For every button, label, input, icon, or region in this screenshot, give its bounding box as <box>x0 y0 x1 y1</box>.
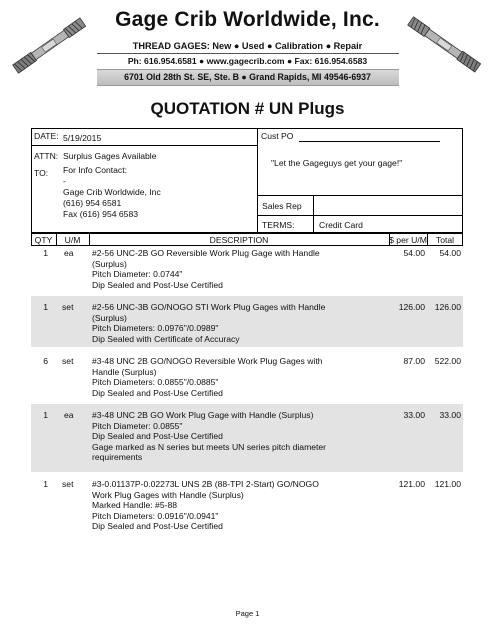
row-1-qty: 1 <box>43 248 48 258</box>
contact-name: Gage Crib Worldwide, Inc <box>63 187 161 197</box>
row-5-description <box>92 479 319 532</box>
terms-divider <box>257 215 463 216</box>
description-line: Pitch Diameter: 0.0855" <box>92 420 183 431</box>
row-1-description <box>92 248 320 290</box>
row-4-price: 33.00 <box>403 410 425 420</box>
attn-value: Surplus Gages Available <box>63 151 157 161</box>
description-line: Handle (Surplus) <box>92 366 157 377</box>
sales-rep-separator <box>313 195 314 233</box>
contact-line: Ph: 616.954.6581 ● www.gagecrib.com ● Fax: 616.954.6583 <box>127 56 368 66</box>
description-line: #2-56 UNC-3B GO/NOGO STI Work Plug Gages with Handle <box>92 302 326 312</box>
quotation-title: QUOTATION # UN Plugs <box>150 99 345 118</box>
row-5-total: 121.00 <box>434 479 461 489</box>
total-header: Total <box>435 235 455 245</box>
header-rule <box>97 53 399 54</box>
um-header: U/M <box>64 235 81 245</box>
order-info-box <box>257 128 463 233</box>
row-1-price: 54.00 <box>403 248 425 258</box>
description-line: Pitch Diameters: 0.0855"/0.0885" <box>92 377 219 387</box>
dash: - <box>63 176 66 186</box>
sales-rep-divider <box>257 195 463 196</box>
cust-po-underline <box>299 141 440 142</box>
description-line: Work Plug Gages with Handle (Surplus) <box>92 489 244 500</box>
row-4-um: ea <box>64 410 74 420</box>
row-3-total: 522.00 <box>434 356 461 366</box>
page-number: Page 1 <box>235 609 260 618</box>
row-4-total: 33.00 <box>439 410 461 420</box>
attn-label: ATTN: <box>34 151 59 161</box>
address-line: 6701 Old 28th St. SE, Ste. B ● Grand Rapids, MI 49546-6937 <box>124 72 371 82</box>
for-info-label: For Info Contact: <box>63 165 128 175</box>
description-line: Dip Sealed and Post-Use Certified <box>92 431 223 441</box>
row-3-description <box>92 356 323 398</box>
description-line: Pitch Diameters: 0.0976"/0.0989" <box>92 323 219 333</box>
row-2-qty: 1 <box>43 302 48 312</box>
row-4-description <box>92 410 326 463</box>
row-4-qty: 1 <box>43 410 48 420</box>
description-line: Pitch Diameter: 0.0744" <box>92 269 183 279</box>
row-2-total: 126.00 <box>434 302 461 312</box>
description-line: Pitch Diameters: 0.0916"/0.0941" <box>92 510 219 521</box>
description-line: #2-56 UNC-2B GO Reversible Work Plug Gage with Handle <box>92 248 320 258</box>
description-line: #3-48 UNC 2B GO Work Plug Gage with Handle (Surplus) <box>92 410 314 420</box>
date-label: DATE: <box>34 131 59 141</box>
description-line: Marked Handle: #5-88 <box>92 500 178 510</box>
row-1-total: 54.00 <box>439 248 461 258</box>
description-line: (Surplus) <box>92 258 127 269</box>
price-header: $ per U/M <box>389 235 427 245</box>
description-line: #3-48 UNC 2B GO/NOGO Reversible Work Plug Gages with <box>92 356 323 366</box>
row-2-um: set <box>62 302 74 312</box>
date-value: 5/19/2015 <box>63 133 102 143</box>
row-2-price: 126.00 <box>398 302 425 312</box>
description-line: Dip Sealed and Post-Use Certified <box>92 279 223 290</box>
description-line: Dip Sealed and Post-Use Certified <box>92 521 223 531</box>
contact-phone: (616) 954 6581 <box>63 198 122 208</box>
description-line: Dip Sealed and Post-Use Certified <box>92 387 223 398</box>
description-line: #3-0.01137P-0.02273L UNS 2B (88-TPI 2-Start) GO/NOGO <box>92 479 319 489</box>
description-line: (Surplus) <box>92 312 127 323</box>
to-label: TO: <box>34 168 49 178</box>
row-5-price: 121.00 <box>398 479 425 489</box>
cust-po-label: Cust PO <box>261 131 294 141</box>
row-3-qty: 6 <box>43 356 48 366</box>
slogan: "Let the Gageguys get your gage!" <box>271 158 403 168</box>
services-line: THREAD GAGES: New ● Used ● Calibration ● Repair <box>132 41 363 51</box>
row-3-price: 87.00 <box>403 356 425 366</box>
terms-value: Credit Card <box>319 220 363 230</box>
row-1-um: ea <box>64 248 74 258</box>
terms-label: TERMS: <box>262 220 295 230</box>
description-line: requirements <box>92 452 143 462</box>
description-line: Dip Sealed with Certificate of Accuracy <box>92 333 240 344</box>
contact-fax: Fax (616) 954 6583 <box>63 209 139 219</box>
row-3-um: set <box>62 356 74 366</box>
qty-header: QTY <box>34 235 53 245</box>
description-header: DESCRIPTION <box>209 235 269 245</box>
description-line: Gage marked as N series but meets UN series pitch diameter <box>92 441 327 452</box>
company-name: Gage Crib Worldwide, Inc. <box>115 8 380 31</box>
date-divider <box>31 145 258 146</box>
row-2-description <box>92 302 325 344</box>
sales-rep-label: Sales Rep <box>262 201 302 211</box>
row-5-qty: 1 <box>43 479 48 489</box>
row-5-um: set <box>62 479 74 489</box>
